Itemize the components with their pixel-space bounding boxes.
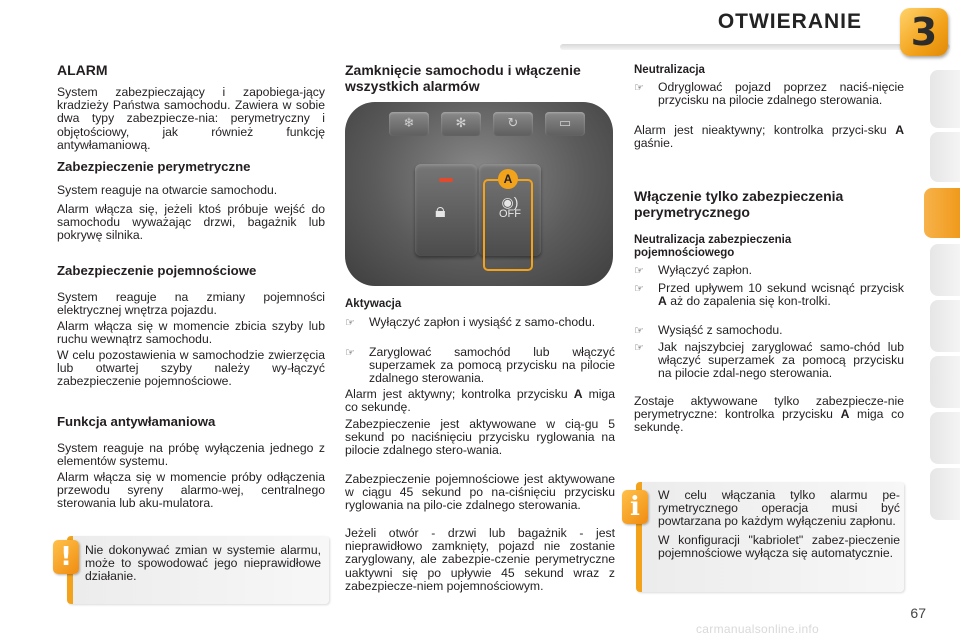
alarm-button-photo — [345, 102, 613, 286]
perimeter-text-1: System reaguje na otwarcie samochodu. — [57, 183, 278, 197]
signal-icon: ◉) — [501, 194, 519, 210]
activation-step-1 — [345, 316, 615, 329]
lock-icon: 🔒︎ — [435, 198, 446, 222]
lock-led — [439, 178, 453, 182]
antitamper-text-2: Alarm włącza się w momencie próby odłączenia przewodu syreny alarmo-wej, centralnego sterowania lub aku-mulatora. — [57, 470, 325, 511]
info-text-2: W konfiguracji "kabriolet" zabez-pieczenie pojemnościowe wyłącza się automatycznie. — [658, 532, 900, 560]
perimeter-step-2-pre: Przed upływem 10 sekund wcisnąć przycisk — [658, 281, 904, 295]
perimeter-step-2-text — [634, 282, 904, 308]
activation-status-pre: Alarm jest aktywny; kontrolka przycisku — [345, 387, 574, 401]
off-label: OFF — [499, 208, 521, 220]
side-tab-2[interactable] — [930, 132, 960, 182]
perimeter-step-4-text: Jak najszybciej zaryglować samo-chód lub włączyć superzamek za pomocą przycisku na pilocie zdal-nego sterowania. — [658, 340, 904, 381]
neutralization-heading: Neutralizacja — [634, 64, 705, 76]
hand-bullet-icon: ☞ — [345, 346, 355, 359]
neutralization-status — [634, 124, 904, 150]
button-a-ref: A — [658, 294, 667, 309]
activation-step-2 — [345, 346, 615, 386]
side-tab-active[interactable] — [924, 188, 960, 238]
side-tab-5[interactable] — [930, 300, 960, 352]
alarm-heading: ALARM — [57, 62, 108, 78]
header-underline — [560, 44, 950, 50]
highlight-frame — [483, 179, 533, 271]
side-tab-7[interactable] — [930, 412, 960, 464]
neutralization-status-pre: Alarm jest nieaktywny; kontrolka przyci-sku — [634, 123, 896, 137]
activation-heading: Aktywacja — [345, 298, 402, 310]
neutralization-status-post: gaśnie. — [634, 136, 674, 151]
antitamper-text-1: System reaguje na próbę wyłączenia jednego z elementów systemu. — [57, 441, 325, 469]
central-lock-button[interactable] — [415, 164, 477, 256]
chapter-badge: 3 — [900, 8, 948, 56]
perimeter-step-2 — [634, 282, 904, 308]
volumetric-neutralization-heading: Neutralizacja zabezpieczenia pojemnościowego — [634, 234, 792, 259]
volumetric-text-3: W celu pozostawienia w samochodzie zwierzęcia lub otwartej szyby należy wy-łączyć zabezpieczenie pojemnościowe. — [57, 348, 325, 389]
recirculation-icon: ↻ — [493, 112, 533, 136]
perimeter-only-status — [634, 395, 904, 435]
perimeter-step-1-text: Wyłączyć zapłon. — [658, 263, 753, 277]
activation-delay-text: Zabezpieczenie jest aktywowane w cią-gu 5 sekund po naciśnięciu przycisku ryglowania na pilocie zdalnego stero-wania. — [345, 417, 615, 458]
info-note — [636, 482, 904, 592]
fan-icon: ✻ — [441, 112, 481, 136]
volumetric-text-2: Alarm włącza się w momencie zbicia szyby lub ruchu wewnątrz samochodu. — [57, 319, 325, 347]
perimeter-heading: Zabezpieczenie perymetryczne — [57, 159, 251, 174]
info-text-1: W celu włączania tylko alarmu pe-rymetrycznego operacja musi być powtarzana po każdym wyłączeniu zapłonu. — [658, 488, 900, 529]
alarm-intro: System zabezpieczający i zapobiega-jący kradzieży Państwa samochodu. Zawiera w sobie dwa typy zabezpiecze-nia: perymetryczny i objętościowy, jak również funkcję antywłamaniową. — [57, 85, 325, 152]
activation-step-1-text: Wyłączyć zapłon i wysiąść z samo-chodu. — [369, 315, 596, 329]
antitamper-heading: Funkcja antywłamaniowa — [57, 414, 216, 429]
volumetric-text-1: System reaguje na zmiany pojemności elektrycznej wnętrza pojazdu. — [57, 290, 325, 318]
defrost-icon: ❄ — [389, 112, 429, 136]
perimeter-step-4 — [634, 341, 904, 381]
perimeter-step-3 — [634, 324, 904, 337]
hand-bullet-icon: ☞ — [345, 316, 355, 329]
perimeter-only-status-post: miga co sekundę. — [634, 407, 904, 435]
activation-status — [345, 388, 615, 414]
perimeter-step-1 — [634, 264, 904, 277]
warning-note — [67, 536, 329, 604]
button-a-ref: A — [840, 407, 850, 422]
perimeter-only-status-pre: Zostaje aktywowane tylko zabezpiecze-nie perymetryczne: kontrolka przycisku — [634, 394, 904, 422]
activation-status-post: miga co sekundę. — [345, 387, 615, 415]
page-title: OTWIERANIE — [717, 10, 862, 33]
hand-bullet-icon: ☞ — [634, 81, 644, 94]
warning-icon: ! — [53, 540, 79, 574]
button-a-ref: A — [895, 123, 904, 137]
watermark: carmanualsonline.info — [696, 622, 820, 636]
side-tab-8[interactable] — [930, 468, 960, 520]
perimeter-text-2: Alarm włącza się, jeżeli ktoś próbuje wejść do samochodu wyważając drzwi, bagażnik lub pokrywę silnika. — [57, 202, 325, 243]
locking-heading: Zamknięcie samochodu i włączenie wszystkich alarmów — [345, 62, 581, 94]
perimeter-step-3-text: Wysiąść z samochodu. — [658, 323, 783, 337]
volumetric-heading: Zabezpieczenie pojemnościowe — [57, 263, 257, 278]
neutralization-step — [634, 81, 904, 107]
perimeter-only-heading: Włączenie tylko zabezpieczenia perymetrycznego — [634, 188, 844, 220]
perimeter-step-2-post: aż do zapalenia się kon-trolki. — [666, 294, 831, 309]
activation-step-2-text: Zaryglować samochód lub włączyć superzamek za pomocą przycisku na pilocie zdalnego sterowania. — [369, 345, 615, 386]
hand-bullet-icon: ☞ — [634, 264, 644, 277]
neutralization-step-text: Odryglować pojazd poprzez naciś-nięcie przycisku na pilocie zdalnego sterowania. — [658, 80, 904, 108]
side-tab-4[interactable] — [930, 244, 960, 296]
side-tab-6[interactable] — [930, 356, 960, 408]
button-a-ref: A — [573, 387, 583, 401]
page-number: 67 — [910, 605, 926, 621]
hand-bullet-icon: ☞ — [634, 324, 644, 337]
rear-defrost-icon: ▭ — [545, 112, 585, 136]
warning-text: Nie dokonywać zmian w systemie alarmu, może to spowodować jego nieprawidłowe działanie. — [85, 543, 321, 584]
side-tab-1[interactable] — [930, 70, 960, 128]
info-icon: i — [622, 490, 648, 524]
volumetric-delay-text: Zabezpieczenie pojemnościowe jest aktywowane w ciągu 45 sekund po na-ciśnięciu przycisku ryglowania na pilo-cie zdalnego sterowania. — [345, 472, 615, 513]
opening-warning-text: Jeżeli otwór - drzwi lub bagażnik - jest nieprawidłowo zamknięty, pojazd nie zostanie zaryglowany, ale zabezpie-czenie perymetryczne uaktywni się po upływie 45 sekund wraz z zabezpiecze-niem pojemnościowym. — [345, 526, 615, 593]
button-a-label: A — [498, 169, 518, 189]
hand-bullet-icon: ☞ — [634, 282, 644, 295]
hand-bullet-icon: ☞ — [634, 341, 644, 354]
